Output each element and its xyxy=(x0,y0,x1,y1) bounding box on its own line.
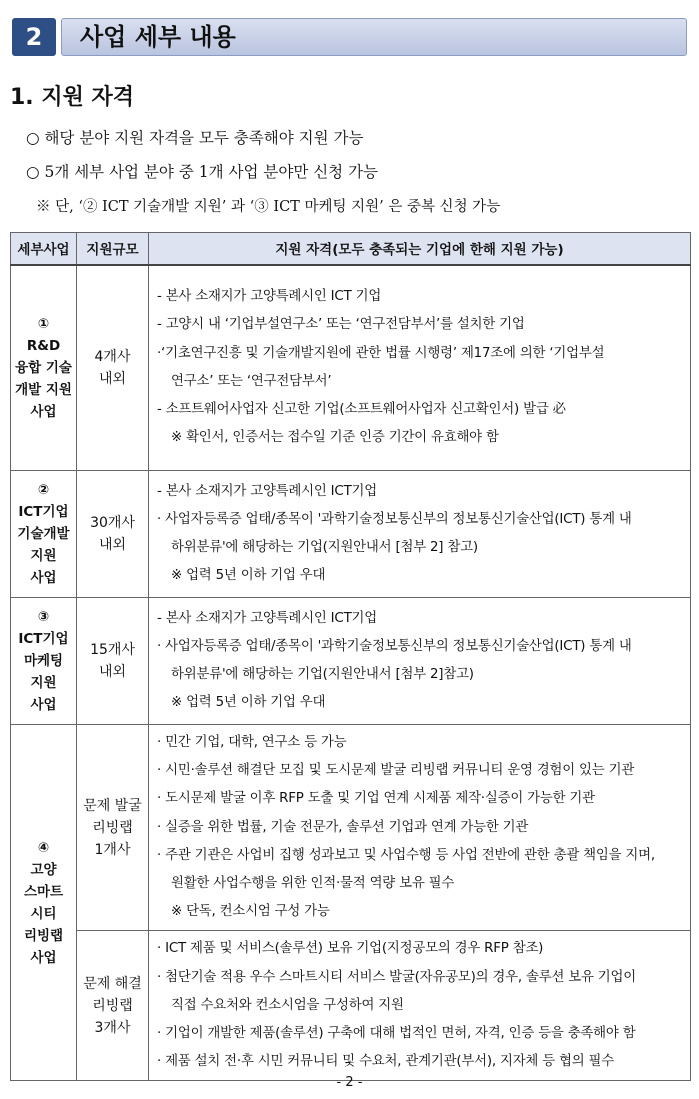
table-row xyxy=(11,471,691,598)
requirements-cell xyxy=(149,598,691,725)
requirement-line: - 소프트웨어사업자 신고한 기업(소프트웨어사업자 신고확인서) 발급 必 xyxy=(157,401,566,417)
requirement-line: · ICT 제품 및 서비스(솔루션) 보유 기업(지정공모의 경우 RFP 참조) xyxy=(157,941,544,957)
eligibility-table xyxy=(10,232,691,1081)
requirement-line: ※ 업력 5년 이하 기업 우대 xyxy=(171,568,326,584)
size-cell: 4개사 내외 xyxy=(77,265,149,471)
requirement-line: - 고양시 내 ‘기업부설연구소’ 또는 ‘연구전담부서’를 설치한 기업 xyxy=(157,317,525,333)
section-header xyxy=(12,14,687,60)
header-cell: 세부사업 xyxy=(11,233,77,265)
requirement-line: · 도시문제 발굴 이후 RFP 도출 및 기업 연계 시제품 제작·실증이 가능한 기관 xyxy=(157,791,595,807)
table-row xyxy=(11,598,691,725)
bullet-item: ○ 해당 분야 지원 자격을 모두 충족해야 지원 가능 xyxy=(26,129,364,147)
requirements-cell xyxy=(149,931,691,1081)
header-cell: 지원 자격(모두 충족되는 기업에 한해 지원 가능) xyxy=(149,233,691,265)
requirements-cell xyxy=(149,471,691,598)
requirements-cell xyxy=(149,265,691,471)
size-cell: 문제 해결 리빙랩 3개사 xyxy=(77,931,149,1081)
size-cell: 30개사 내외 xyxy=(77,471,149,598)
requirement-line: · 실증을 위한 법률, 기술 전문가, 솔루션 기업과 연계 가능한 기관 xyxy=(157,819,529,835)
size-cell: 15개사 내외 xyxy=(77,598,149,725)
table-header-row xyxy=(11,233,691,265)
requirement-line: · 주관 기관은 사업비 집행 성과보고 및 사업수행 등 사업 전반에 관한 총괄 책임을 지며, xyxy=(157,847,655,863)
requirement-line: · 제품 설치 전·후 시민 커뮤니티 및 수요처, 관계기관(부서), 지자체 등 협의 필수 xyxy=(157,1054,615,1070)
requirement-line: - 본사 소재지가 고양특례시인 ICT기업 xyxy=(157,483,378,499)
table-row xyxy=(11,725,691,931)
requirement-line: · 사업자등록증 업태/종목이 '과학기술정보통신부의 정보통신기술산업(ICT) 통계 내 xyxy=(157,638,632,654)
requirement-line: ※ 업력 5년 이하 기업 우대 xyxy=(171,695,326,711)
requirement-line: 하위분류'에 해당하는 기업(지원안내서 [첨부 2] 참고) xyxy=(171,540,478,555)
requirement-line: · 첨단기술 적용 우수 스마트시티 서비스 발굴(자유공모)의 경우, 솔루션 보유 기업이 xyxy=(157,969,636,985)
requirement-line: 원활한 사업수행을 위한 인적·물적 역량 보유 필수 xyxy=(171,876,455,892)
category-cell: ① R&D 융합 기술 개발 지원 사업 xyxy=(11,265,77,471)
table-row xyxy=(11,931,691,1081)
section-title: 사업 세부 내용 xyxy=(80,23,236,51)
requirement-line: 연구소’ 또는 ‘연구전담부서’ xyxy=(171,373,332,389)
category-cell: ③ ICT기업 마케팅 지원 사업 xyxy=(11,598,77,725)
requirement-line: - 본사 소재지가 고양특례시인 ICT기업 xyxy=(157,610,378,626)
section-title-bar xyxy=(61,18,687,56)
requirement-line: · 기업이 개발한 제품(솔루션) 구축에 대해 법적인 면허, 자격, 인증 등을 충족해야 함 xyxy=(157,1026,636,1042)
bullet-item: ○ 5개 세부 사업 분야 중 1개 사업 분야만 신청 가능 xyxy=(26,163,379,181)
note-text: ※ 단, ‘② ICT 기술개발 지원’ 과 ‘③ ICT 마케팅 지원’ 은 중복 신청 가능 xyxy=(36,199,501,215)
requirements-cell xyxy=(149,725,691,931)
subheading: 1. 지원 자격 xyxy=(10,85,134,110)
size-cell: 문제 발굴 리빙랩 1개사 xyxy=(77,725,149,931)
category-cell: ④ 고양 스마트 시티 리빙랩 사업 xyxy=(11,725,77,1081)
category-cell: ② ICT기업 기술개발 지원 사업 xyxy=(11,471,77,598)
requirement-line: · 시민·솔루션 해결단 모집 및 도시문제 발굴 리빙랩 커뮤니티 운영 경험이 있는 기관 xyxy=(157,763,635,779)
requirement-line: ·‘기초연구진흥 및 기술개발지원에 관한 법률 시행령’ 제17조에 의한 ‘기업부설 xyxy=(157,345,605,361)
requirement-line: ※ 확인서, 인증서는 접수일 기준 인증 기간이 유효해야 함 xyxy=(171,430,499,446)
requirement-line: · 사업자등록증 업태/종목이 '과학기술정보통신부의 정보통신기술산업(ICT) 통계 내 xyxy=(157,511,632,527)
requirement-line: 하위분류'에 해당하는 기업(지원안내서 [첨부 2]참고) xyxy=(171,667,474,682)
requirement-line: ※ 단독, 컨소시엄 구성 가능 xyxy=(171,904,330,920)
requirement-line: · 민간 기업, 대학, 연구소 등 가능 xyxy=(157,735,347,750)
page-number: - 2 - xyxy=(336,1075,363,1090)
table-row xyxy=(11,265,691,471)
requirement-line: 직접 수요처와 컨소시엄을 구성하여 지원 xyxy=(171,997,404,1013)
section-number: 2 xyxy=(12,18,56,56)
header-cell: 지원규모 xyxy=(77,233,149,265)
requirement-line: - 본사 소재지가 고양특례시인 ICT 기업 xyxy=(157,289,382,305)
